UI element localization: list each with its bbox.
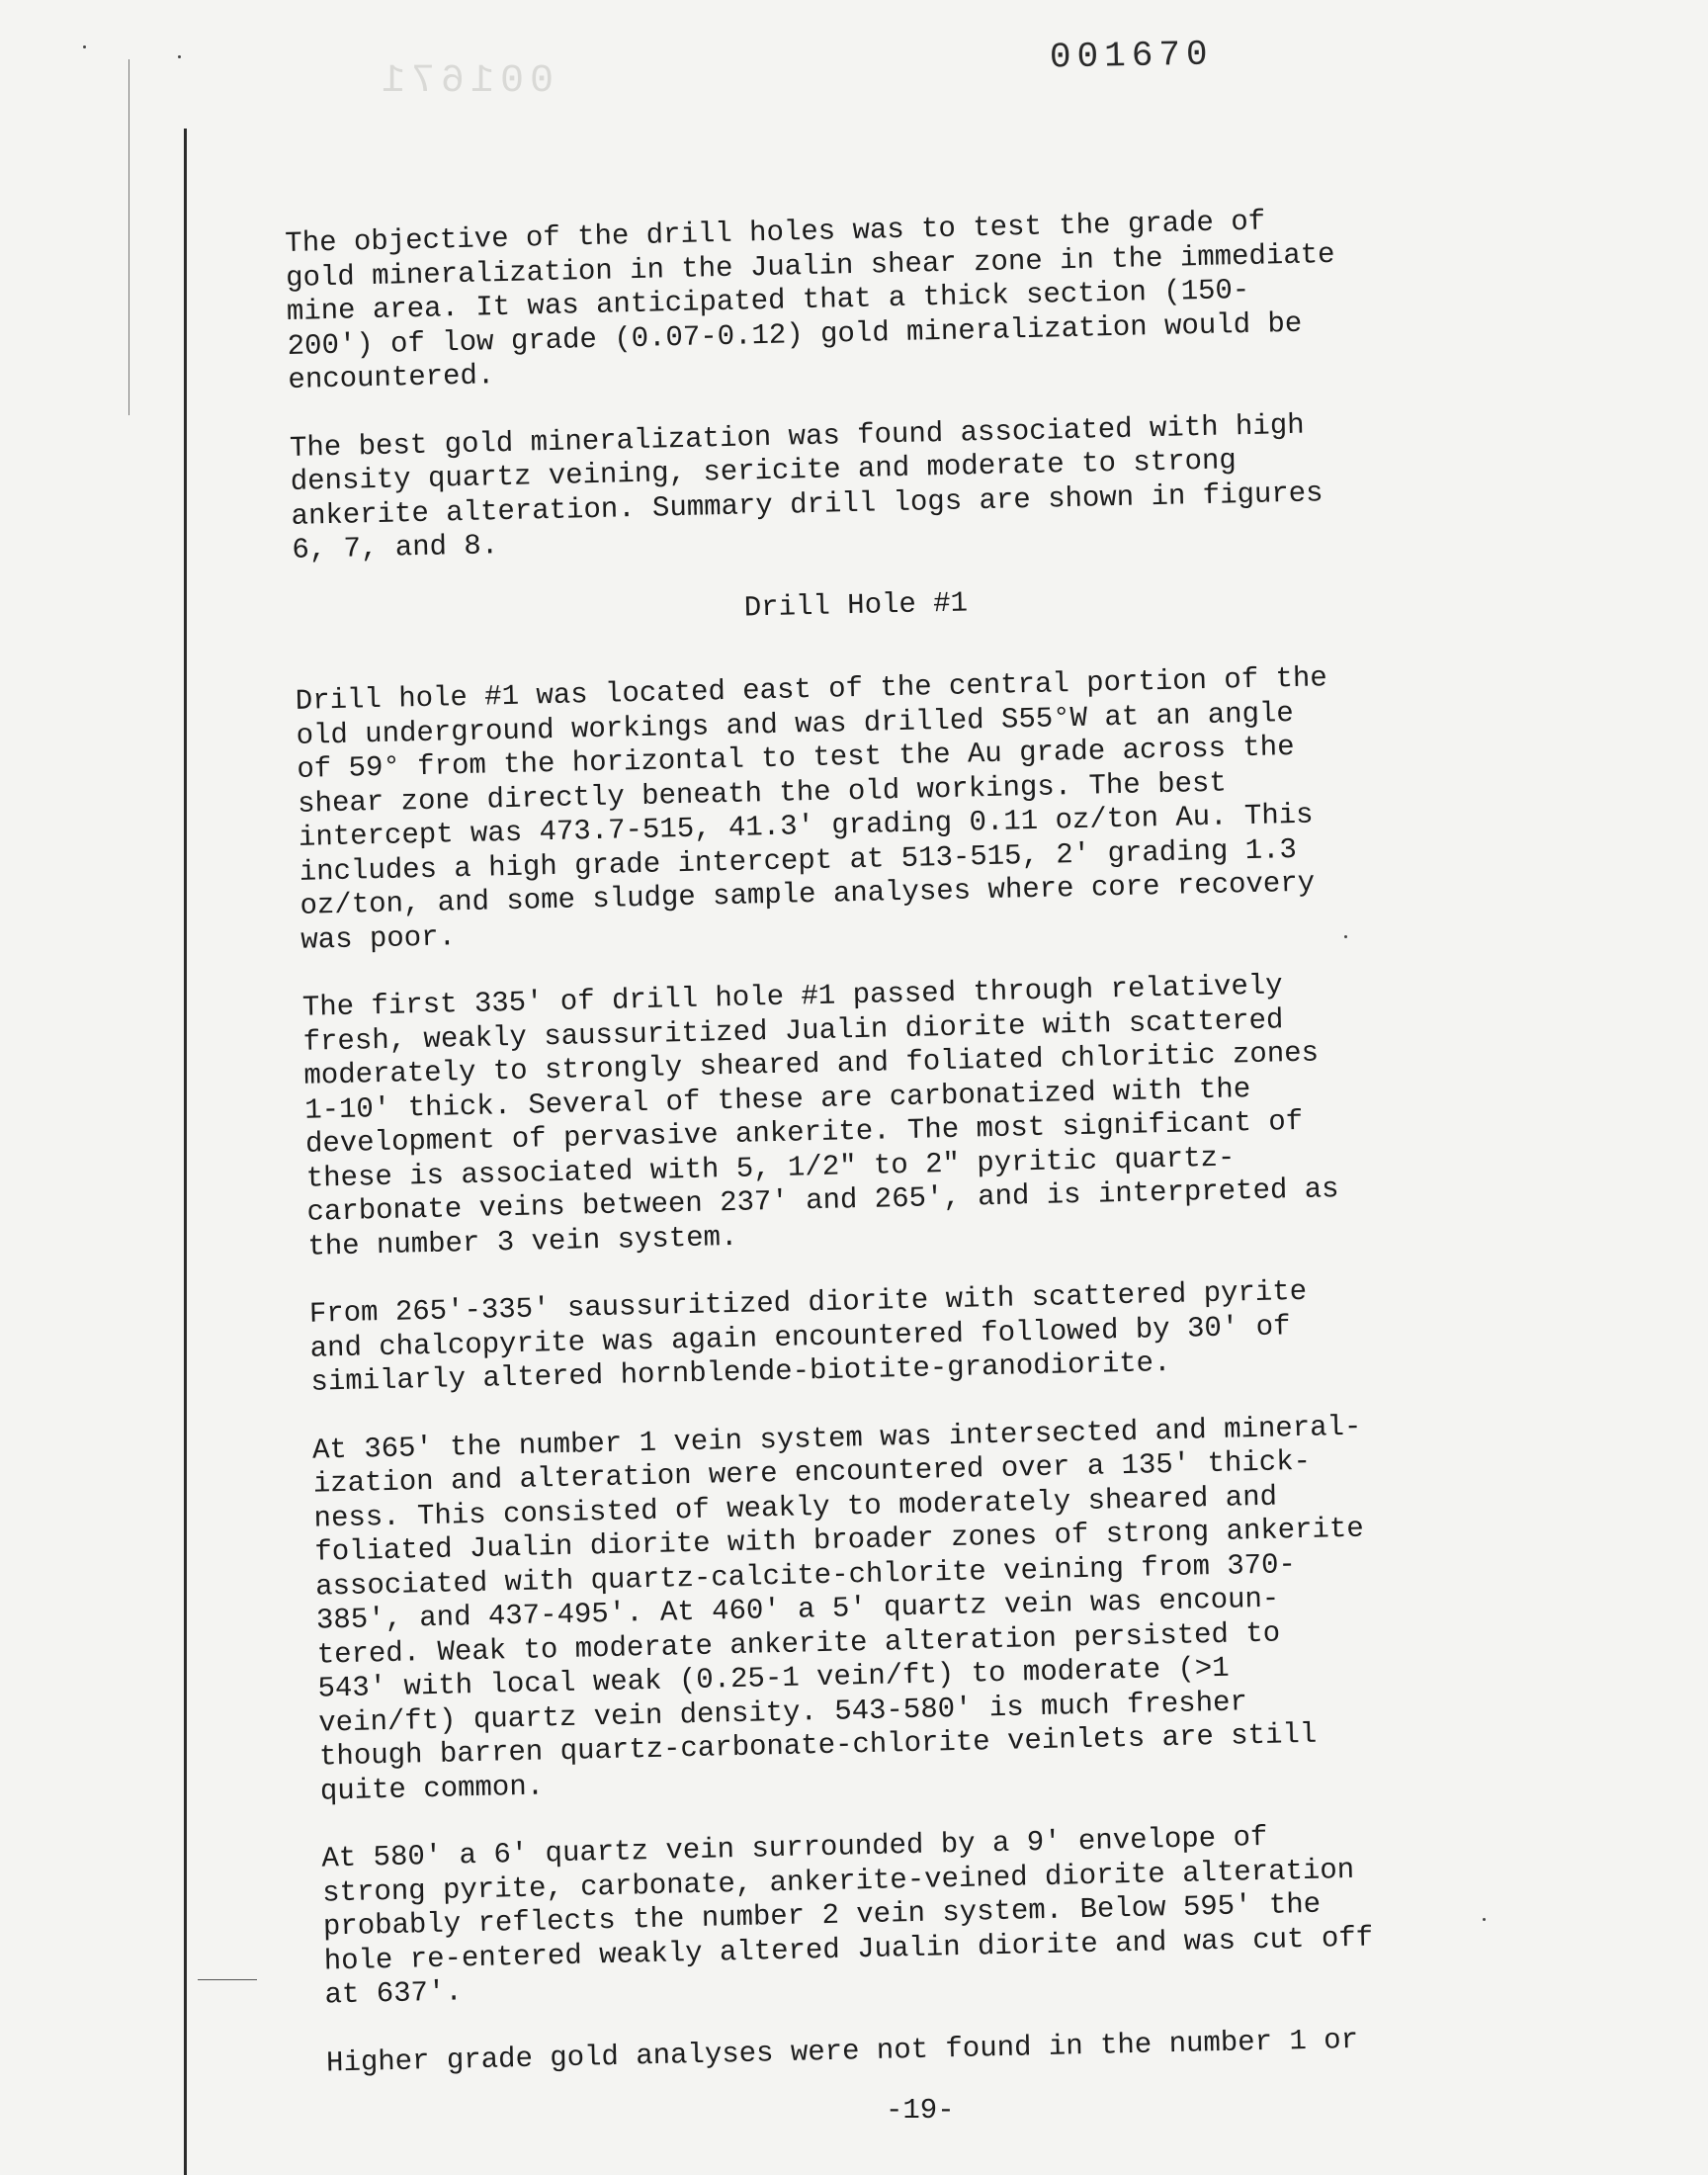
paragraph-first-335: The first 335' of drill hole #1 passed through relatively fresh, weakly saussuritized Jualin diorite with scattered moderately to strongly sheared and foliated chloritic zones 1-10' thick. Several of these are carbonatized with the development of pervasive ankerite. The most significant of these is associated with 5, 1/2" to 2" pyritic quartz- carbonate veins between 237' and 265', and is interpreted as the number 3 vein system. xyxy=(301,969,1339,1263)
binder-margin-line xyxy=(184,129,187,2175)
paragraph-higher-grade: Higher grade gold analyses were not found in the number 1 or xyxy=(325,2023,1359,2080)
bleed-through-doc-number: 001671 xyxy=(376,59,555,104)
section-heading: Drill Hole #1 xyxy=(743,585,969,625)
body-text xyxy=(285,199,1592,2115)
page-number: -19- xyxy=(886,2094,955,2127)
scan-speck xyxy=(83,45,86,48)
paragraph-265-335: From 265'-335' saussuritized diorite with scattered pyrite and chalcopyrite was again encountered followed by 30' of similarly altered hornblende-biotite-granodiorite. xyxy=(308,1274,1308,1399)
margin-dash-mark xyxy=(198,1979,257,1980)
binder-edge-line xyxy=(128,59,129,415)
scan-speck xyxy=(178,55,181,58)
paragraph-objective: The objective of the drill holes was to test the grade of gold mineralization in the Jualin shear zone in the immediate mine area. It was anticipated that a thick section (150- 200') of low grade (0.07-0.12) gold mineralization would be encountered. xyxy=(285,205,1335,396)
paragraph-drill-hole-location: Drill hole #1 was located east of the central portion of the old underground workings and was drilled S55°W at an angle of 59° from the horizontal to test the Au grade across the shear zone directly beneath the old workings. The best intercept was 473.7-515, 41.3' grading 0.11 oz/ton Au. This includes a high grade intercept at 513-515, 2' grading 1.3 oz/ton, and some sludge sample analyses where core recovery was poor. xyxy=(295,661,1328,957)
document-number: 001670 xyxy=(1049,34,1214,78)
paragraph-number-2-vein: At 580' a 6' quartz vein surrounded by a 9' envelope of strong pyrite, carbonate, ankerite-veined diorite alteration probably reflects the number 2 vein system. Below 595' the hole re-entered weakly altered Jualin diorite and was cut off at 637'. xyxy=(321,1820,1374,2012)
paragraph-best-mineralization: The best gold mineralization was found associated with high density quartz veining, sericite and moderate to strong ankerite alteration. Summary drill logs are shown in figures 6, 7, and 8. xyxy=(289,408,1324,566)
paragraph-number-1-vein: At 365' the number 1 vein system was intersected and mineral- ization and alteration were encountered over a 135' thick- ness. This consisted of weakly to moderately sheared and foliated Jualin diorite with broader zones of strong ankerite associated with quartz-calcite-chlorite veining from 370- 385', and 437-495'. At 460' a 5' quartz vein was encoun- tered. Weak to moderate ankerite alteration persisted to 543' with local weak (0.25-1 vein/ft) to moderate (>1 vein/ft) quartz vein density. 543-580' is much fresher though barren quartz-carbonate-chlorite veinlets are still quite common. xyxy=(311,1410,1365,1808)
